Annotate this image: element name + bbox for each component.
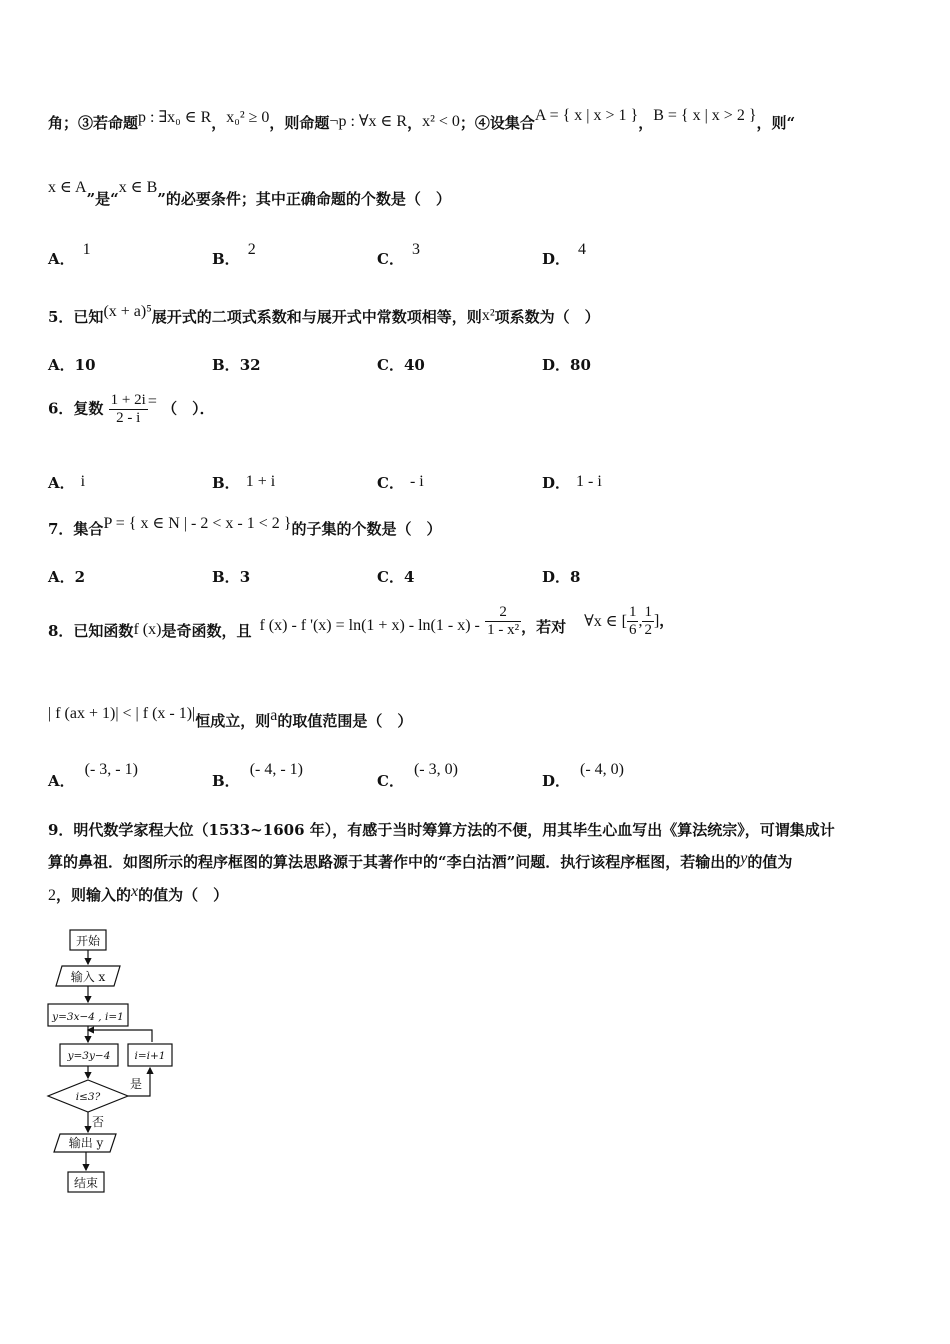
option-value: 10 (74, 356, 96, 374)
q5-option-c[interactable] (377, 354, 425, 375)
q8-option-a[interactable] (48, 761, 138, 791)
q7-stem (48, 515, 442, 539)
q4-sep: ， (638, 114, 654, 132)
q9-text: 的值为 (747, 853, 793, 871)
flowchart-end-label: 结束 (73, 1176, 99, 1190)
option-value: 1 + i (245, 473, 276, 490)
q6-equals: = (147, 392, 157, 410)
option-value: 8 (570, 568, 581, 586)
q4-text: ”的必要条件；其中正确命题的个数是（ ） (157, 190, 451, 208)
q4-option-d[interactable] (542, 241, 587, 269)
q6-text: （ ）． (162, 399, 215, 418)
q9-var-x: x (131, 883, 139, 900)
option-label: A． (48, 568, 75, 586)
flowchart-condition-label: i≤3? (75, 1091, 101, 1103)
option-label: A． (48, 356, 75, 374)
q4-math-xinA: x ∈ A (48, 179, 87, 196)
q4-math-x2: x² < 0 (422, 113, 460, 130)
option-value: 80 (570, 356, 591, 374)
option-label: D． (542, 568, 571, 586)
option-value: (- 4, 0) (580, 761, 624, 778)
q8-math-inequality: | f (ax + 1)| < | f (x - 1)| (48, 705, 196, 722)
option-label: A． (48, 772, 75, 790)
flowchart-start-label: 开始 (75, 934, 101, 948)
option-label: B． (212, 250, 240, 268)
q6-option-a[interactable] (48, 472, 86, 493)
option-value: i (80, 473, 86, 490)
q8-stem-line-1 (48, 604, 674, 639)
option-label: C． (377, 250, 404, 268)
q9-line-2 (48, 846, 910, 879)
q6-fraction (109, 392, 148, 427)
q7-math-set: P = { x ∈ N | - 2 < x - 1 < 2 } (103, 515, 292, 532)
q8-math-f: f (x) (133, 620, 162, 638)
flowchart-update-y-label: y=3y−4 (67, 1050, 111, 1062)
option-value: 2 (247, 241, 256, 258)
q6-option-b[interactable] (212, 472, 276, 493)
q7-option-d[interactable] (542, 566, 580, 587)
q8-math-equation: f (x) - f '(x) = ln(1 + x) - ln(1 - x) - (259, 616, 480, 634)
q9-stem (48, 814, 910, 912)
option-value: 2 (74, 568, 86, 586)
q8-var-a: a (270, 707, 278, 724)
question-number: 8．已知函数 (48, 621, 134, 640)
q8-text: 恒成立，则 (195, 712, 271, 730)
flowchart-no-label: 否 (91, 1115, 105, 1129)
q8-frac-den: 1 - x² (487, 622, 520, 638)
option-label: D． (542, 356, 571, 374)
option-label: D． (542, 772, 571, 790)
q8-text: ， (659, 611, 675, 630)
option-label: C． (377, 772, 404, 790)
flowchart-init-label: y=3x−4 , i=1 (52, 1011, 124, 1023)
q8-text: 的取值范围是（ ） (277, 712, 413, 730)
q5-math-binomial: (x + a)⁵ (103, 303, 152, 320)
flowchart (40, 922, 200, 1202)
flowchart-update-i-label: i=i+1 (134, 1050, 166, 1062)
option-value: 1 - i (576, 473, 602, 490)
q4-math-x0: x₀² ≥ 0 (226, 109, 270, 126)
q7-option-b[interactable] (212, 566, 250, 587)
q5-option-a[interactable] (48, 354, 96, 375)
q5-stem (48, 303, 600, 327)
option-label: B． (212, 568, 240, 586)
option-value: 1 (82, 241, 91, 258)
q9-text: 算的鼻祖．如图所示的程序框图的算法思路源于其著作中的“李白沽酒”问题．执行该程序框图，若输出的 (48, 853, 741, 871)
q4-line-2 (48, 179, 451, 209)
q9-var-y: y (740, 850, 748, 867)
option-value: (- 3, - 1) (84, 761, 138, 778)
option-label: D． (542, 250, 571, 268)
frac-den: 6 (628, 622, 637, 638)
q4-text: ；④设集合 (459, 114, 535, 132)
q8-math-forall: ∀x ∈ [ (584, 612, 627, 630)
q5-text: 展开式的二项式系数和与展开式中常数项相等，则 (151, 308, 482, 326)
q5-math-x2: x² (481, 307, 495, 324)
q4-option-b[interactable] (212, 241, 256, 269)
q9-value-2: 2 (48, 887, 56, 904)
option-value: (- 4, - 1) (249, 761, 303, 778)
q7-option-c[interactable] (377, 566, 414, 587)
q7-option-a[interactable] (48, 566, 85, 587)
frac-num: 1 (628, 604, 637, 620)
question-number: 5．已知 (48, 308, 104, 326)
option-label: B． (212, 474, 240, 492)
option-label: D． (542, 474, 571, 492)
q4-math-setA: A = { x | x > 1 } (534, 107, 639, 124)
q4-text: 角；③若命题 (48, 114, 139, 132)
q4-math-xinB: x ∈ B (118, 179, 158, 196)
option-value: - i (409, 473, 424, 490)
option-label: C． (377, 568, 404, 586)
option-value: 4 (403, 568, 415, 586)
q4-math-setB: B = { x | x > 2 } (653, 107, 757, 124)
q6-numerator: 1 + 2i (110, 392, 146, 408)
flowchart-output-label: 输出 y (68, 1136, 104, 1150)
q4-line-1 (48, 107, 796, 133)
q4-option-c[interactable] (377, 241, 420, 269)
q8-stem-line-2 (48, 705, 413, 730)
option-value: 4 (578, 241, 587, 258)
q8-bracket: ] (653, 612, 660, 630)
q8-comma: , (638, 612, 643, 630)
q8-text: ，若对 (521, 617, 567, 636)
q8-option-c[interactable] (377, 761, 458, 791)
q6-option-c[interactable] (377, 472, 424, 493)
q8-fraction-1-6 (627, 604, 639, 639)
q9-text: 的值为（ ） (138, 886, 229, 904)
question-number: 7．集合 (48, 520, 104, 538)
option-label: B． (212, 356, 240, 374)
q7-text: 的子集的个数是（ ） (291, 520, 442, 538)
q4-text: ，则命题 (269, 114, 330, 132)
option-label: A． (48, 250, 75, 268)
q6-denominator: 2 - i (116, 410, 141, 426)
q5-option-b[interactable] (212, 354, 261, 375)
option-value: (- 3, 0) (413, 761, 458, 778)
q5-text: 项系数为（ ） (494, 308, 600, 326)
q4-option-a[interactable] (48, 241, 91, 269)
q8-option-b[interactable] (212, 761, 303, 791)
q4-math-p: p : ∃x₀ ∈ R (138, 109, 212, 126)
q4-sep: ， (407, 114, 423, 132)
q8-text: 是奇函数，且 (161, 621, 252, 640)
option-value: 3 (239, 568, 251, 586)
option-label: C． (377, 356, 404, 374)
q6-stem (48, 392, 215, 427)
flowchart-yes-label: 是 (129, 1077, 143, 1091)
option-label: C． (377, 474, 404, 492)
frac-den: 2 (644, 622, 652, 638)
question-number: 6．复数 (48, 399, 104, 418)
q9-line-3 (48, 879, 910, 912)
q4-text: ”是“ (86, 190, 119, 208)
option-label: A． (48, 474, 75, 492)
q8-fraction (485, 604, 521, 639)
q8-fraction-1-2 (642, 604, 654, 639)
option-value: 32 (239, 356, 261, 374)
frac-num: 1 (644, 604, 652, 620)
option-value: 40 (403, 356, 425, 374)
q5-option-d[interactable] (542, 354, 591, 375)
q6-option-d[interactable] (542, 472, 602, 493)
q4-math-notp: ¬p : ∀x ∈ R (329, 113, 408, 130)
q9-text: ，则输入的 (56, 886, 132, 904)
q4-sep: ， (211, 114, 227, 132)
option-value: 3 (411, 241, 420, 258)
option-label: B． (212, 772, 240, 790)
flowchart-input-label: 输入 x (70, 970, 106, 984)
q4-text: ，则“ (756, 114, 796, 132)
q8-frac-num: 2 (485, 604, 521, 622)
q9-line-1: 9．明代数学家程大位（1533~1606 年），有感于当时筹算方法的不便，用其毕生心血写出《算法统宗》，可谓集成计 (48, 821, 835, 839)
q8-option-d[interactable] (542, 761, 624, 791)
